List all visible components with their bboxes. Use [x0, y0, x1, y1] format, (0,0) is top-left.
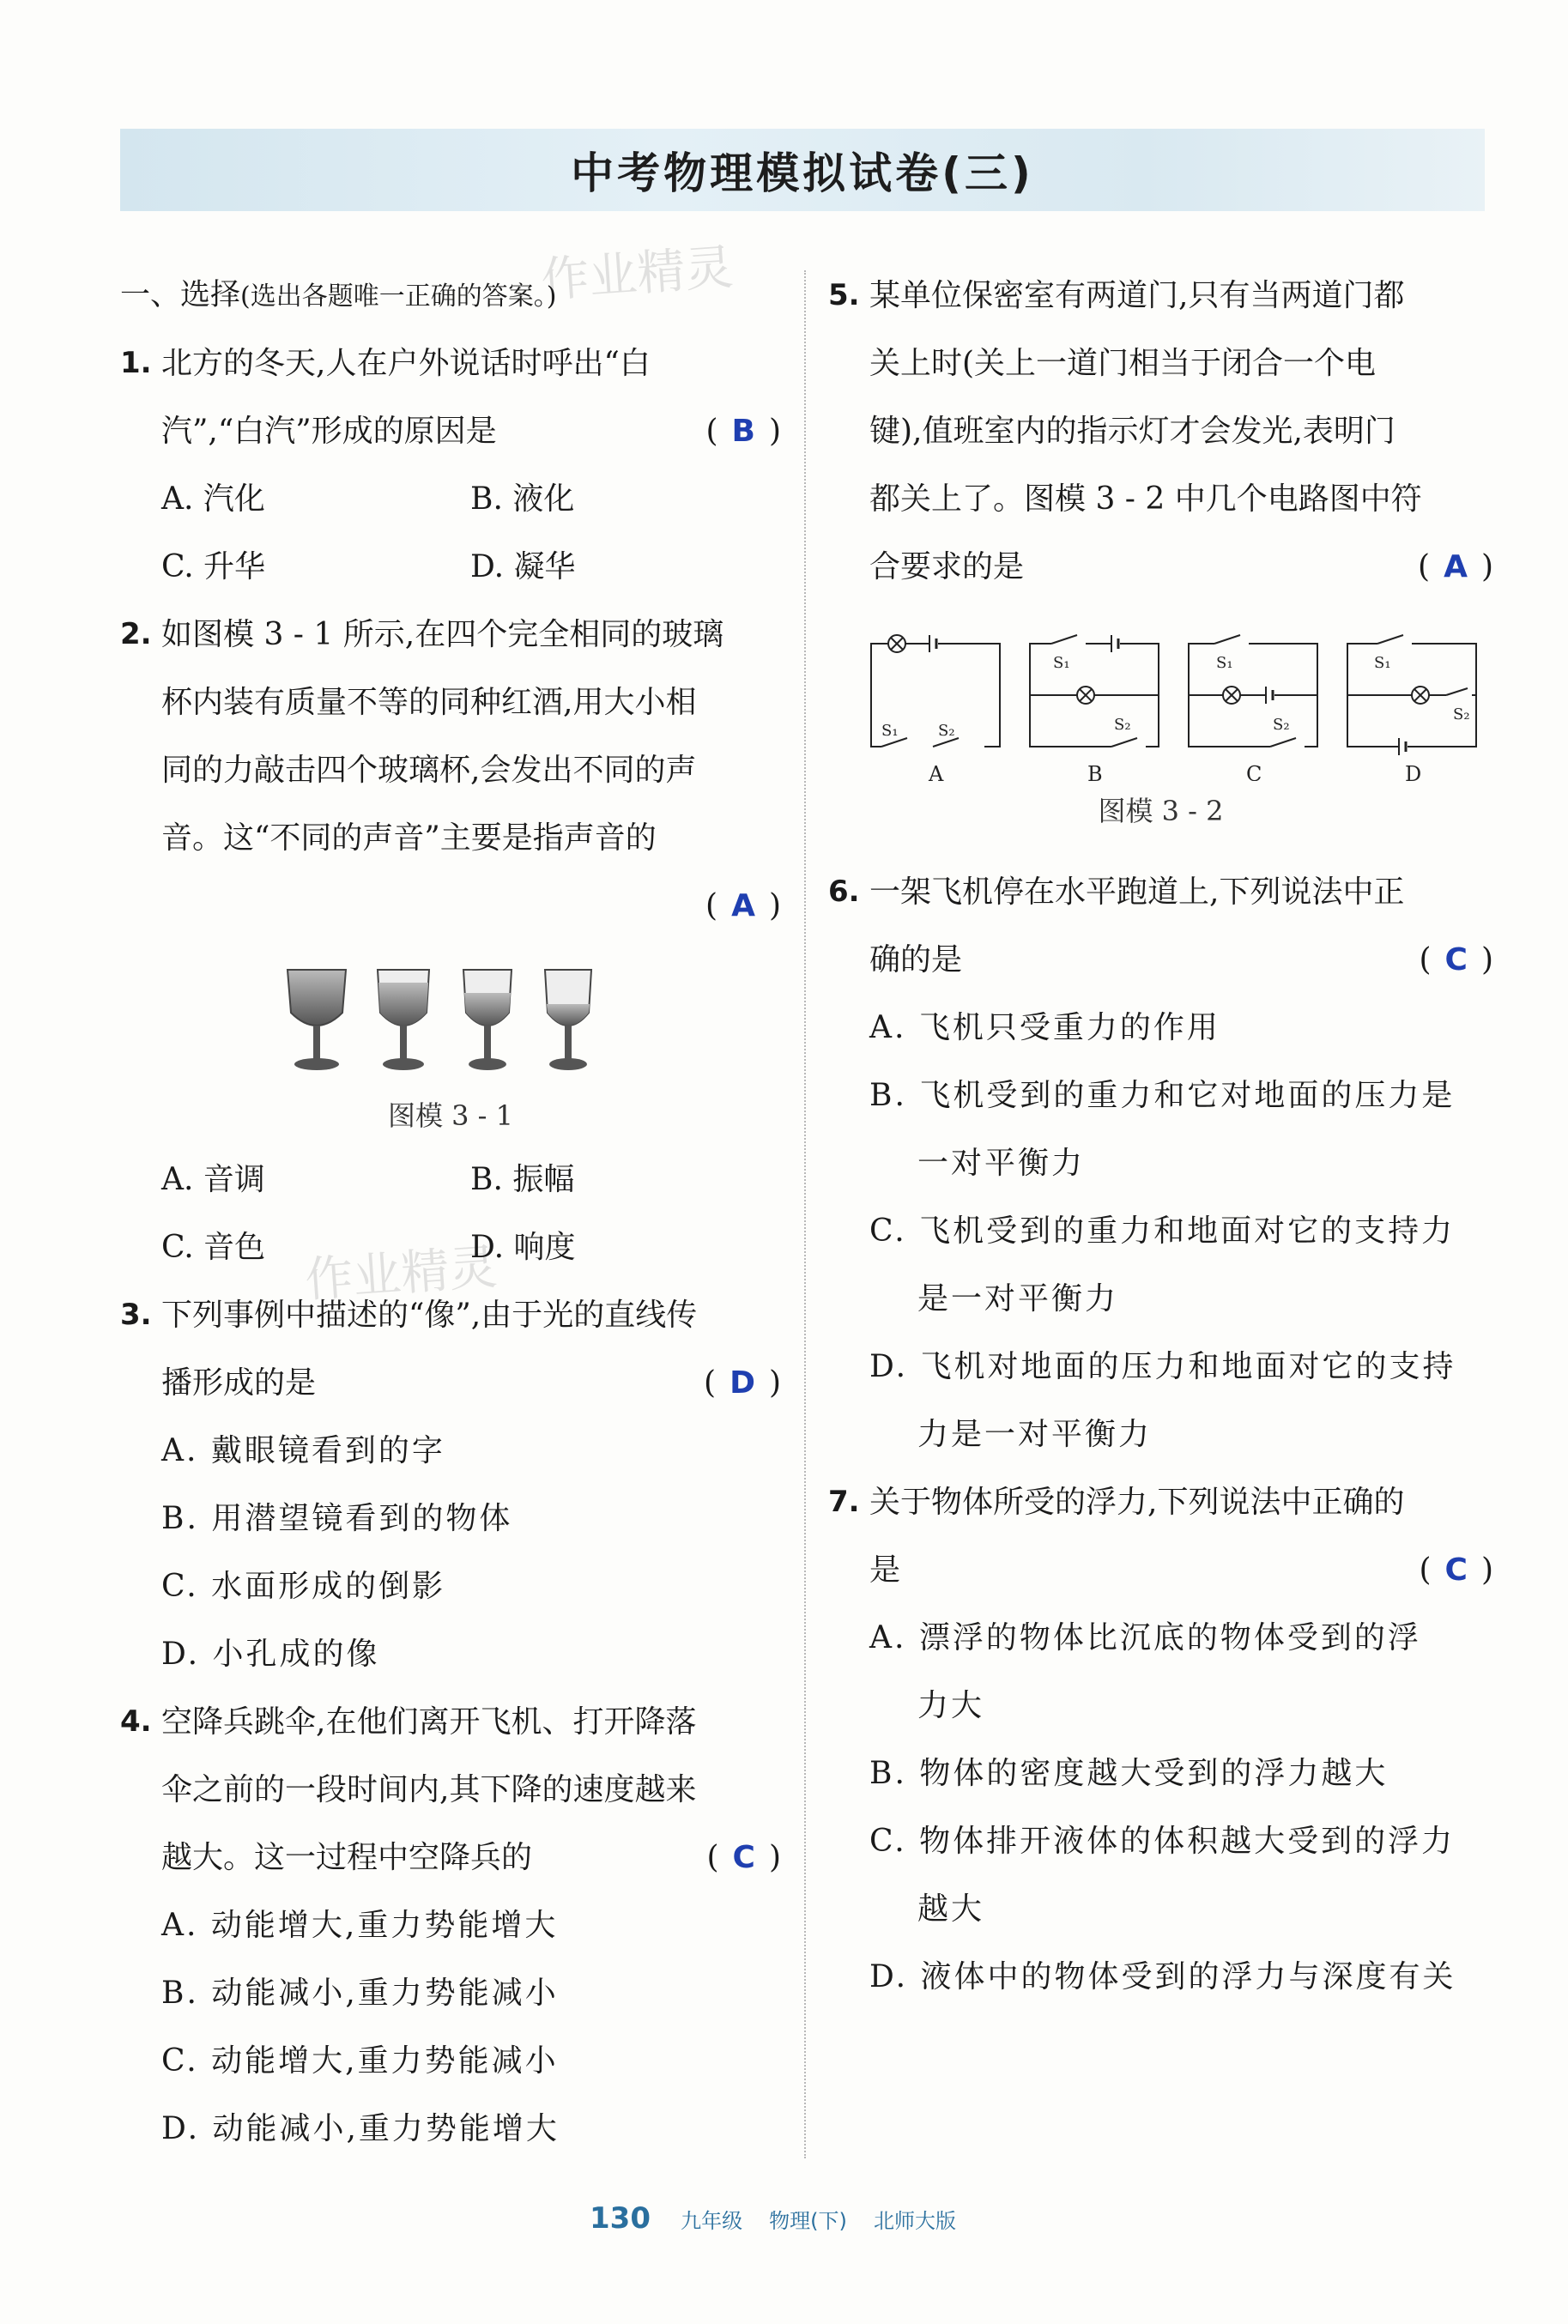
answer-blank: ( C ) [1419, 1552, 1493, 1588]
left-column [120, 262, 781, 2163]
right-column [828, 262, 1493, 2011]
answer-blank: ( A ) [1418, 549, 1493, 584]
svg-text:C: C [1246, 762, 1262, 781]
answer-blank: ( A ) [705, 888, 781, 923]
svg-text:B: B [1087, 762, 1103, 781]
circuit-a [871, 633, 1000, 781]
glass-icon [463, 970, 512, 1070]
page-footer [0, 2201, 1568, 2236]
svg-text:S₁: S₁ [1216, 654, 1233, 672]
column-divider [804, 270, 806, 2158]
answer-blank: ( B ) [705, 414, 781, 449]
svg-text:S₁: S₁ [1374, 654, 1391, 672]
circuit-c [1189, 635, 1317, 781]
question-7: 7. 关于物体所受的浮力,下列说法中正确的 是 ( C ) A. 漂浮的物体比沉底的物体受到的浮 力大 B. 物体的密度越大受到的浮力越大 C. 物体排开液体的体积越大受到的浮力 越大 D. 液体中的物体受到的浮力与深度有关 [828, 1485, 1493, 1994]
circuit-b [1030, 633, 1159, 781]
svg-text:D: D [1405, 762, 1422, 781]
grade-label: 九年级 [681, 2209, 743, 2233]
question-2: 2. 如图模 3 - 1 所示,在四个完全相同的玻璃 杯内装有质量不等的同种红酒,用大小相 同的力敲击四个玻璃杯,会发出不同的声 音。这“不同的声音”主要是指声音的 ( A ) 图模 3 - 1 A. 音调 B. 振幅 C. 音色 D. 响度 [120, 617, 781, 1265]
svg-text:S₂: S₂ [1273, 716, 1290, 734]
watermark: 作业精灵 [303, 1239, 499, 1309]
figure-caption: 图模 3 - 1 [387, 1099, 514, 1132]
glass-icon [378, 970, 429, 1070]
answer-blank: ( C ) [1419, 942, 1493, 977]
answer-blank: ( D ) [704, 1365, 781, 1401]
question-3: 3. 下列事例中描述的“像”,由于光的直线传 播形成的是 ( D ) A. 戴眼镜看到的字 B. 用潜望镜看到的物体 C. 水面形成的倒影 D. 小孔成的像 [120, 1298, 781, 1672]
page-number: 130 [590, 2201, 651, 2236]
edition-label: 北师大版 [874, 2209, 956, 2233]
figure-caption: 图模 3 - 2 [1098, 795, 1224, 827]
svg-text:S₂: S₂ [1453, 705, 1470, 723]
title-band [120, 129, 1485, 211]
wine-glasses-figure [120, 940, 781, 1086]
watermark: 作业精灵 [539, 239, 736, 309]
svg-text:S₁: S₁ [881, 722, 899, 740]
svg-text:S₂: S₂ [938, 722, 955, 740]
glass-icon [545, 970, 591, 1070]
svg-text:S₁: S₁ [1053, 654, 1070, 672]
subject-label: 物理(下) [769, 2209, 847, 2233]
svg-text:A: A [929, 762, 944, 781]
page-title: 中考物理模拟试卷(三) [571, 148, 1034, 198]
question-5: 5. 某单位保密室有两道门,只有当两道门都 关上时(关上一道门相当于闭合一个电 键),值班室内的指示灯才会发光,表明门 都关上了。图模 3 - 2 中几个电路图中符 合要求的是 ( A ) S₁ S₂ A S₁ S₂ B S₁ S₂ C S₁ S₂ D 图模 3 - 2 [828, 262, 1493, 858]
circuit-d [1347, 635, 1476, 781]
answer-blank: ( C ) [706, 1840, 781, 1875]
glass-icon [288, 970, 346, 1070]
section-heading: 一、选择(选出各题唯一正确的答案。) [120, 278, 557, 312]
question-1: 1. 北方的冬天,人在户外说话时呼出“白 汽”,“白汽”形成的原因是 ( B ) A. 汽化 B. 液化 C. 升华 D. 凝华 [120, 346, 781, 584]
question-6: 6. 一架飞机停在水平跑道上,下列说法中正 确的是 ( C ) A. 飞机只受重力的作用 B. 飞机受到的重力和它对地面的压力是 一对平衡力 C. 飞机受到的重力和地面对它的支持力 是一对平衡力 D. 飞机对地面的压力和地面对它的支持 力是一对平衡力 [828, 875, 1493, 1452]
circuit-diagrams-figure [828, 601, 1493, 781]
svg-text:S₂: S₂ [1114, 716, 1131, 734]
question-4: 4. 空降兵跳伞,在他们离开飞机、打开降落 伞之前的一段时间内,其下降的速度越来 越大。这一过程中空降兵的 ( C ) A. 动能增大,重力势能增大 B. 动能减小,重力势能减小 C. 动能增大,重力势能减小 D. 动能减小,重力势能增大 [120, 1704, 781, 2146]
